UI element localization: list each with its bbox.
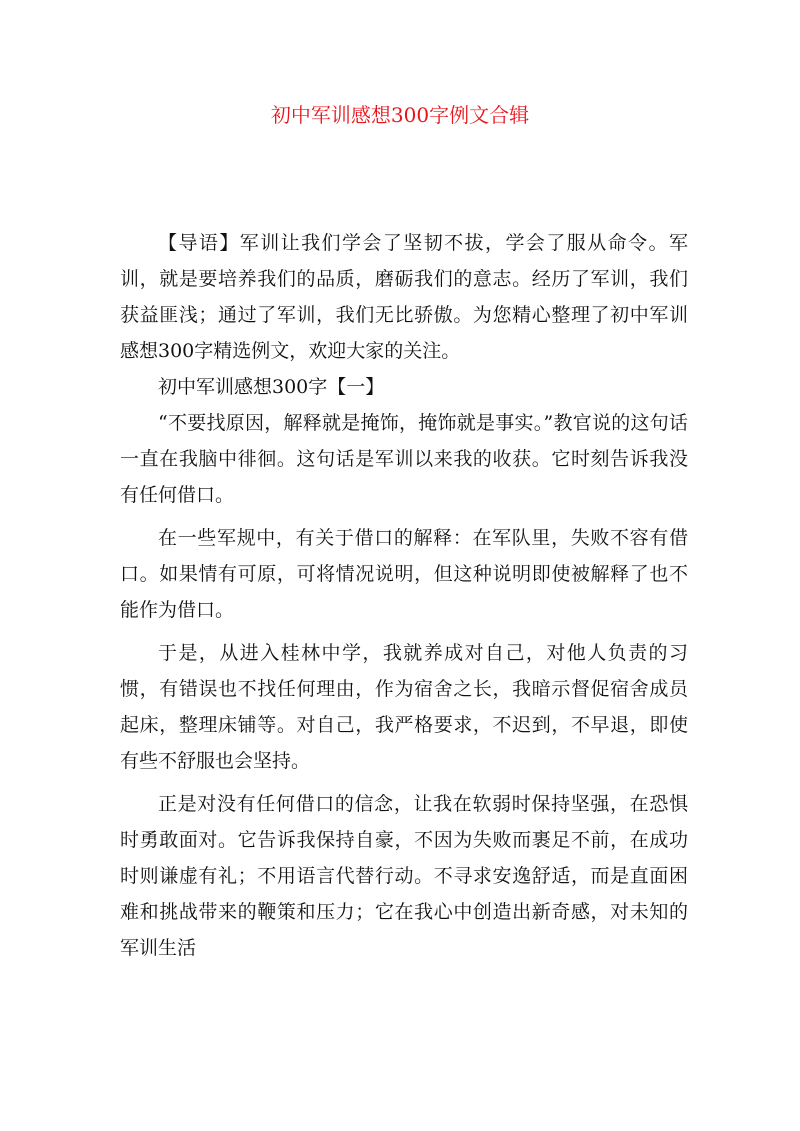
- section-heading: 初中军训感想300字【一】: [158, 376, 385, 398]
- body-paragraph: 正是对没有任何借口的信念，让我在软弱时保持坚强，在恐惧时勇敢面对。它告诉我保持自豪，不因为失败而裹足不前，在成功时则谦虚有礼；不用语言代替行动。不寻求安逸舒适，而是直面困难和挑战带来的鞭策和压力；它在我心中创造出新奇感，对未知的军训生活: [120, 793, 688, 959]
- body-paragraph: 于是，从进入桂林中学，我就养成对自己，对他人负责的习惯，有错误也不找任何理由，作为宿舍之长，我暗示督促宿舍成员起床，整理床铺等。对自己，我严格要求，不迟到，不早退，即使有些不舒服也会坚持。: [120, 642, 688, 772]
- intro-paragraph: 【导语】军训让我们学会了坚韧不拔，学会了服从命令。军训，就是要培养我们的品质，磨砺我们的意志。经历了军训，我们获益匪浅；通过了军训，我们无比骄傲。为您精心整理了初中军训感想300字精选例文，欢迎大家的关注。: [120, 232, 688, 362]
- body-paragraph: “不要找原因，解释就是掩饰，掩饰就是事实。”教官说的这句话一直在我脑中徘徊。这句话是军训以来我的收获。它时刻告诉我没有任何借口。: [120, 412, 688, 506]
- body-paragraph: 在一些军规中，有关于借口的解释：在军队里，失败不容有借口。如果情有可原，可将情况说明，但这种说明即使被解释了也不能作为借口。: [120, 527, 688, 621]
- document-title: 初中军训感想300字例文合辑: [270, 103, 530, 127]
- document-body: [120, 225, 688, 966]
